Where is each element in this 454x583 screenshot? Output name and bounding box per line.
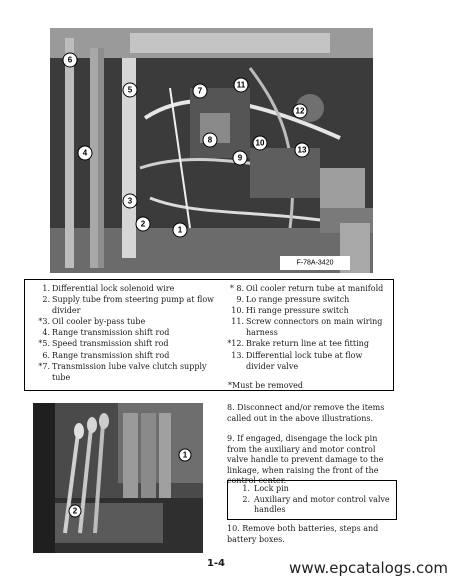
callout-box-item: 2. Auxiliary and motor control valve handles xyxy=(242,494,390,515)
legend-item: 1. Differential lock solenoid wire xyxy=(42,284,175,293)
legend-item: 13. Differential lock tube at flow divider valve xyxy=(231,350,363,371)
watermark-text: www.epcatalogs.com xyxy=(289,559,448,577)
legend-item: 10. Hi range pressure switch xyxy=(231,306,349,316)
legend-item: 9. Lo range pressure switch xyxy=(236,295,350,305)
legend-item: 2. Supply tube from steering pump at flow divider xyxy=(42,295,215,316)
control-handles-photo xyxy=(33,403,203,553)
callout-2: 2 xyxy=(140,219,146,229)
callout-3: 3 xyxy=(127,196,133,206)
callout-box-item: 1. Lock pin xyxy=(242,484,289,493)
legend-item: 11. Screw connectors on main wiring harness xyxy=(231,317,383,338)
legend-item: *5. Speed transmission shift rod xyxy=(38,339,169,349)
callout-10: 10 xyxy=(255,138,265,148)
callout-6: 6 xyxy=(67,55,73,65)
legend-item: *3. Oil cooler by-pass tube xyxy=(38,317,146,327)
transmission-area-photo xyxy=(50,28,373,273)
callout-5: 5 xyxy=(127,85,133,95)
callout-1: 1 xyxy=(177,225,183,235)
instruction-step-8: 8. Disconnect and/or remove the items called out in the above illustrations. xyxy=(227,403,385,423)
must-be-removed-note: *Must be removed xyxy=(228,380,303,390)
callout-9: 9 xyxy=(237,153,243,163)
bottom-callout-2: 2 xyxy=(72,506,78,516)
legend-item: 6. Range transmission shift rod xyxy=(42,350,170,360)
callout-11: 11 xyxy=(236,80,246,90)
legend-right-column xyxy=(224,283,392,391)
callout-8: 8 xyxy=(207,135,213,145)
callout-4: 4 xyxy=(82,148,88,158)
callout-13: 13 xyxy=(297,145,307,155)
instruction-step-10: 10. Remove both batteries, steps and battery boxes. xyxy=(227,524,379,544)
legend-left-column xyxy=(30,283,216,383)
handle-callout-box xyxy=(227,480,397,520)
instruction-step-9: 9. If engaged, disengage the lock pin from the auxiliary and motor control valve handle to prevent damage to the linkage, when raising the front of the control center. xyxy=(227,434,384,486)
legend-item: * 8. Oil cooler return tube at manifold xyxy=(229,284,384,293)
legend-item: *7. Transmission lube valve clutch supply tube xyxy=(38,361,207,382)
callout-7: 7 xyxy=(197,86,203,96)
page-number: 1-4 xyxy=(206,558,226,569)
bottom-callout-1: 1 xyxy=(182,450,188,460)
legend-item: 4. Range transmission shift rod xyxy=(42,328,170,338)
callout-12: 12 xyxy=(295,106,305,116)
legend-item: *12. Brake return line at tee fitting xyxy=(227,339,369,349)
legend-box xyxy=(24,279,394,391)
figure-tag: F-78A-3420 xyxy=(296,259,334,267)
